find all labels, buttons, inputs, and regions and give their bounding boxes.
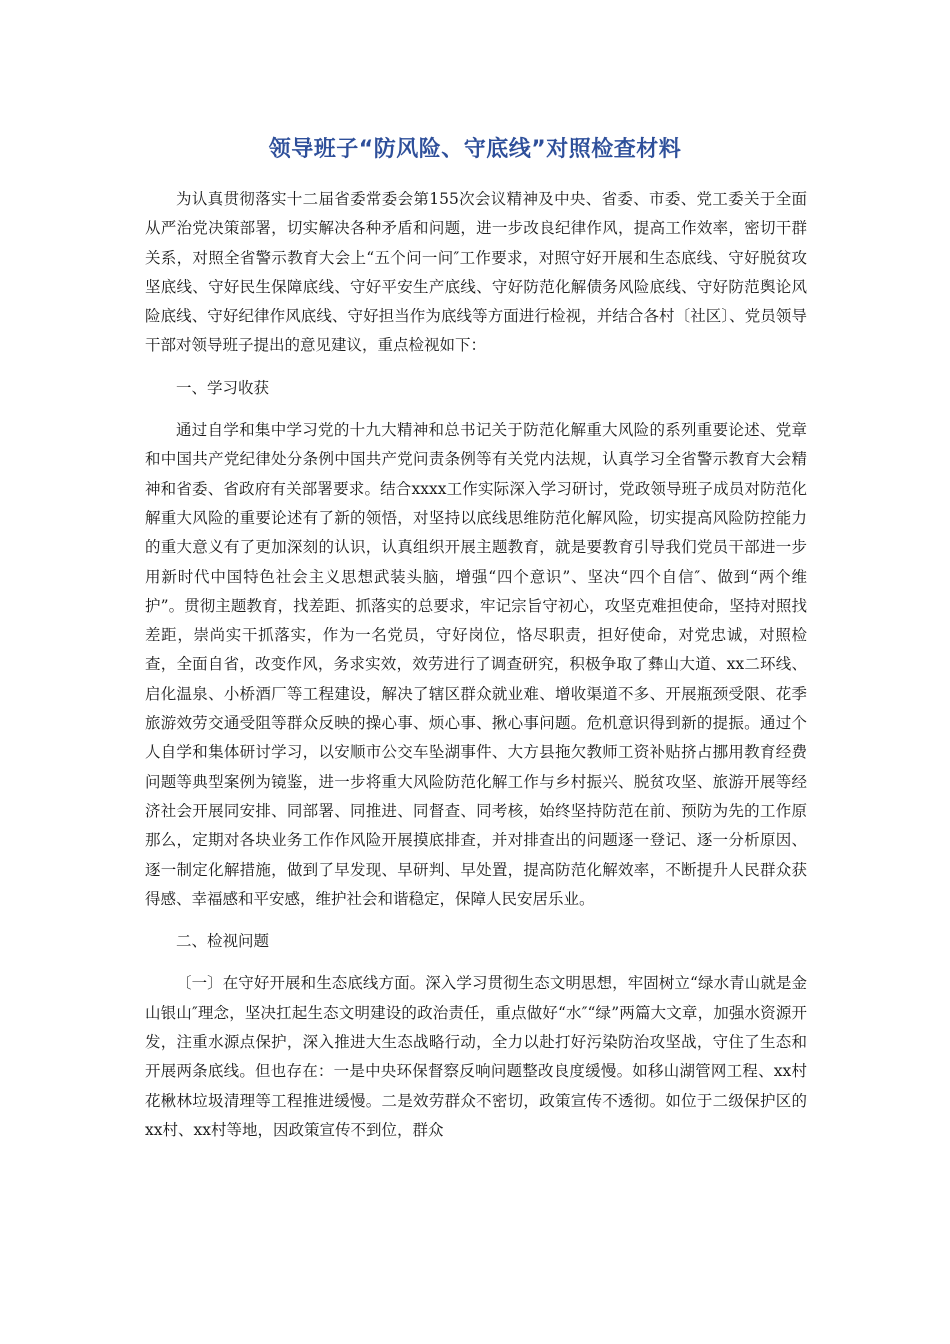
- document-title: 领导班子“防风险、守底线”对照检查材料: [268, 137, 682, 162]
- intro-paragraph: 为认真贯彻落实十二届省委常委会第155次会议精神及中央、省委、市委、党工委关于全面从严治党决策部署，切实解决各种矛盾和问题，进一步改良纪律作风，提高工作效率，密切干群关系，对照全省警示教育大会上“五个问一问″工作要求，对照守好开展和生态底线、守好脱贫攻坚底线、守好民生保障底线、守好平安生产底线、守好防范化解债务风险底线、守好防范舆论风险底线、守好纪律作风底线、守好担当作为底线等方面进行检视，并结合各村〔社区〕、党员领导干部对领导班子提出的意见建议，重点检视如下：: [145, 190, 807, 355]
- document-body: [145, 185, 807, 1145]
- section-heading-learning: 一、学习收获: [176, 378, 270, 397]
- problems-paragraph: 〔一〕在守好开展和生态底线方面。深入学习贯彻生态文明思想，牢固树立“绿水青山就是金山银山″理念，坚决扛起生态文明建设的政治责任，重点做好“水″“绿”两篇大文章，加强水资源开发，注重水源点保护，深入推进大生态战略行动，全力以赴打好污染防治攻坚战，守住了生态和开展两条底线。但也存在：一是中央环保督察反响问题整改良度缓慢。如移山湖管网工程、xx村花楸林垃圾清理等工程推进缓慢。二是效劳群众不密切，政策宣传不透彻。如位于二级保护区的xx村、xx村等地，因政策宣传不到位，群众: [145, 974, 807, 1139]
- learning-paragraph: 通过自学和集中学习党的十九大精神和总书记关于防范化解重大风险的系列重要论述、党章和中国共产党纪律处分条例中国共产党问责条例等有关党内法规，认真学习全省警示教育大会精神和省委、省政府有关部署要求。结合xxxx工作实际深入学习研讨，党政领导班子成员对防范化解重大风险的重要论述有了新的领悟，对坚持以底线思维防范化解风险，切实提高风险防控能力的重大意义有了更加深刻的认识，认真组织开展主题教育，就是要教育引导我们党员干部进一步用新时代中国特色社会主义思想武装头脑，增强“四个意识”、坚决“四个自信″、做到“两个维护”。贯彻主题教育，找差距、抓落实的总要求，牢记宗旨守初心，攻坚克难担使命，坚持对照找差距，崇尚实干抓落实，作为一名党员，守好岗位，恪尽职责，担好使命，对党忠诚，对照检查，全面自省，改变作风，务求实效，效劳进行了调查研究，积极争取了彝山大道、xx二环线、启化温泉、小桥酒厂等工程建设，解决了辖区群众就业难、增收渠道不多、开展瓶颈受限、花季旅游效劳交通受阻等群众反映的操心事、烦心事、揪心事问题。危机意识得到新的提振。通过个人自学和集体研讨学习，以安顺市公交车坠湖事件、大方县拖欠教师工资补贴挤占挪用教育经费问题等典型案例为镜鉴，进一步将重大风险防范化解工作与乡村振兴、脱贫攻坚、旅游开展等经济社会开展同安排、同部署、同推进、同督查、同考核，始终坚持防范在前、预防为先的工作原那么，定期对各块业务工作作风险开展摸底排查，并对排查出的问题逐一登记、逐一分析原因、逐一制定化解措施，做到了早发现、早研判、早处置，提高防范化解效率，不断提升人民群众获得感、幸福感和平安感，维护社会和谐稳定，保障人民安居乐业。: [145, 421, 807, 908]
- section-heading-problems: 二、检视问题: [176, 932, 270, 951]
